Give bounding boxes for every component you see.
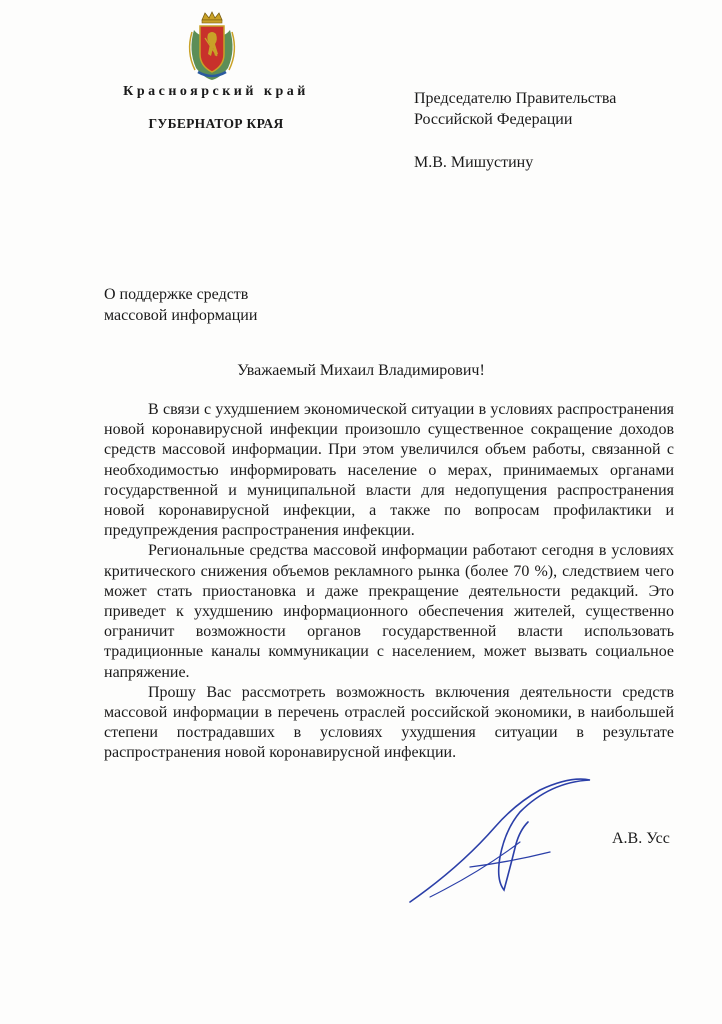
handwritten-signature-icon <box>400 772 610 922</box>
body-paragraph: Прошу Вас рассмотреть возможность включения деятельности средств массовой информации в перечень отраслей российской экономики, в наибольшей степени пострадавших в условиях ухудшения ситуации в результате распространения новой коронавирусной инфекции. <box>104 683 674 762</box>
addressee-line: Председателю Правительства <box>414 90 617 107</box>
office-title: ГУБЕРНАТОР КРАЯ <box>148 116 284 131</box>
subject-line: массовой информации <box>104 307 258 324</box>
salutation: Уважаемый Михаил Владимирович! <box>237 362 485 379</box>
coat-of-arms-icon <box>184 10 240 82</box>
region-name: Красноярский край <box>123 84 309 99</box>
addressee-block <box>414 88 616 173</box>
subject-block <box>104 284 257 326</box>
addressee-line: Российской Федерации <box>414 111 573 128</box>
signatory-name: А.В. Усс <box>612 830 670 847</box>
body-paragraph: Региональные средства массовой информации работают сегодня в условиях критического снижения объемов рекламного рынка (более 70 %), следствием чего может стать приостановка и даже прекращение деятельности редакций. Это приведет к ухудшению информационного обеспечения жителей, существенно ограничит возможности органов государственной власти использовать традиционные каналы коммуникации с населением, может вызвать социальное напряжение. <box>104 542 674 681</box>
letter-body <box>104 400 674 764</box>
subject-line: О поддержке средств <box>104 286 249 303</box>
addressee-name: М.В. Мишустину <box>414 154 534 171</box>
body-paragraph: В связи с ухудшением экономической ситуации в условиях распространения новой коронавирусной инфекции произошло существенное сокращение доходов средств массовой информации. При этом увеличился объем работы, связанной с необходимостью информировать население о мерах, принимаемых органами государственной и муниципальной власти для недопущения распространения новой коронавирусной инфекции, а также по вопросам профилактики и предупреждения распространения инфекции. <box>104 401 674 540</box>
